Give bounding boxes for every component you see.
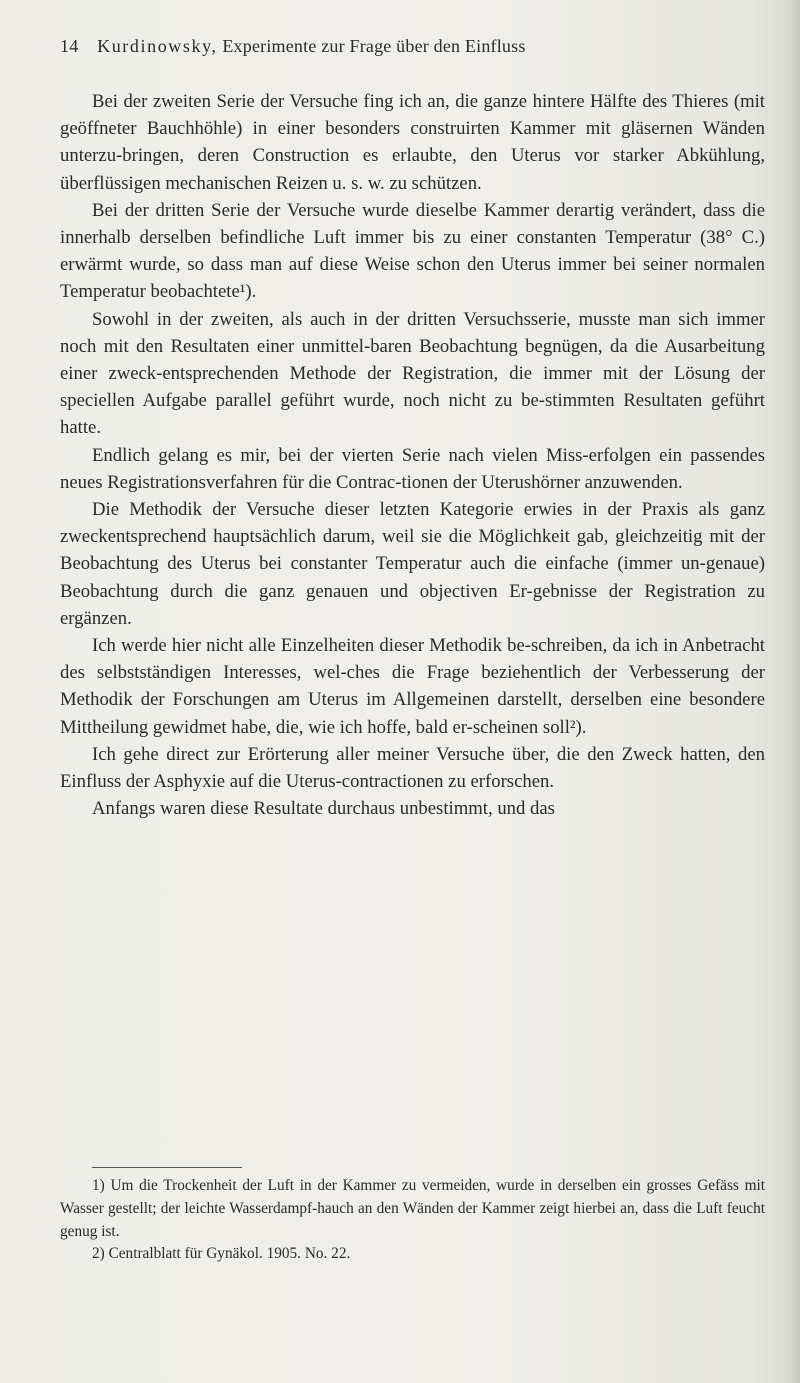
footnote-divider: [92, 1167, 242, 1168]
paragraph: Die Methodik der Versuche dieser letzten Kategorie erwies in der Praxis als ganz zweckentsprechend hauptsächlich darum, weil sie die Möglichkeit gab, gleichzeitig mit der Beobachtung des Uterus bei constanter Temperatur auch die einfache (immer un-genaue) Beobachtung durch die ganz genauen und objectiven Er-gebnisse der Registration zu ergänzen.: [60, 499, 765, 629]
header-author: Kurdinowsky,: [97, 36, 218, 56]
footnotes: [60, 1175, 765, 1266]
paragraph: Bei der dritten Serie der Versuche wurde dieselbe Kammer derartig verändert, dass die innerhalb derselben befindliche Luft immer bis zu einer constanten Temperatur (38° C.) erwärmt wurde, so dass man auf diese Weise schon den Uterus immer bei seiner normalen Temperatur beobachtete¹).: [60, 199, 765, 303]
page-number: 14: [60, 36, 79, 56]
paragraph: Ich werde hier nicht alle Einzelheiten dieser Methodik be-schreiben, da ich in Anbetracht des selbstständigen Interesses, wel-ches die Frage beziehentlich der Verbesserung der Methodik der Forschungen am Uterus im Allgemeinen darstellt, derselben eine besondere Mittheilung gewidmet habe, die, wie ich hoffe, bald er-scheinen soll²).: [60, 635, 765, 738]
running-header: [60, 36, 760, 57]
paragraph: Sowohl in der zweiten, als auch in der dritten Versuchsserie, musste man sich immer noch mit den Resultaten einer unmittel-baren Beobachtung begnügen, da die Ausarbeitung einer zweck-entsprechenden Methode der Registration, die immer mit der Lösung der speciellen Aufgabe parallel geführt wurde, noch nicht zu be-stimmten Resultaten geführt hatte.: [60, 308, 765, 439]
paragraph: Ich gehe direct zur Erörterung aller meiner Versuche über, die den Zweck hatten, den Einfluss der Asphyxie auf die Uterus-contractionen zu erforschen.: [60, 743, 765, 793]
footnote: 1) Um die Trockenheit der Luft in der Kammer zu vermeiden, wurde in derselben ein grosses Gefäss mit Wasser gestellt; der leichte Wasserdampf-hauch an den Wänden der Kammer zeigt hierbei an, dass die Luft feucht genug ist.: [60, 1177, 765, 1240]
body-text: [60, 88, 765, 822]
paragraph: Anfangs waren diese Resultate durchaus unbestimmt, und das: [92, 798, 555, 820]
paragraph: Bei der zweiten Serie der Versuche fing ich an, die ganze hintere Hälfte des Thieres (mit geöffneter Bauchhöhle) in einer besonders construirten Kammer mit gläsernen Wänden unterzu-bringen, deren Construction es erlaubte, den Uterus vor starker Abkühlung, überflüssigen mechanischen Reizen u. s. w. zu schützen.: [60, 91, 765, 194]
paragraph: Endlich gelang es mir, bei der vierten Serie nach vielen Miss-erfolgen ein passendes neues Registrationsverfahren für die Contrac-tionen der Uterushörner anzuwenden.: [60, 444, 765, 493]
header-title: Experimente zur Frage über den Einfluss: [222, 36, 526, 56]
footnote: 2) Centralblatt für Gynäkol. 1905. No. 22.: [92, 1245, 351, 1263]
page-edge-shadow: [786, 0, 800, 1383]
